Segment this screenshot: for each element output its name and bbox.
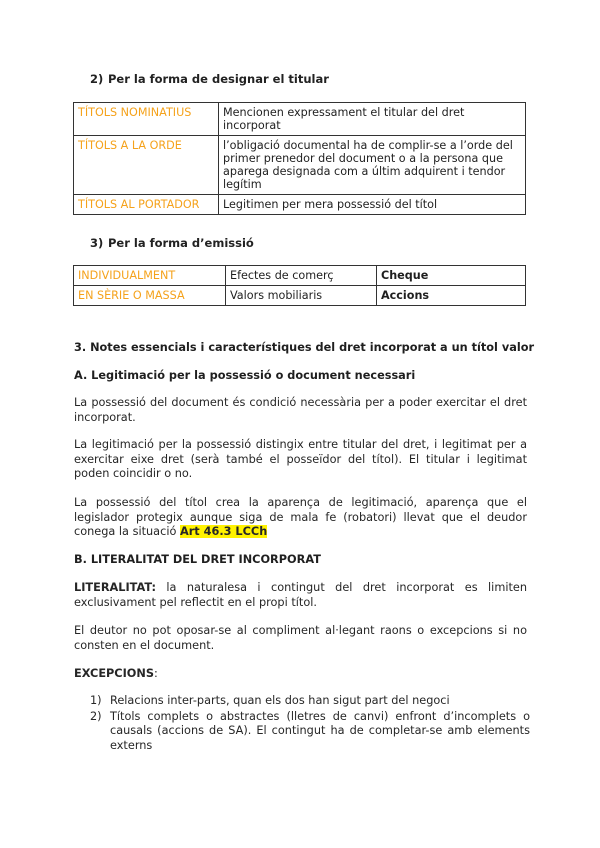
paragraph-a3	[74, 496, 527, 540]
list-item	[90, 710, 530, 754]
table-row	[74, 286, 526, 306]
heading-number: 3)	[90, 236, 104, 250]
exceptions-heading	[74, 667, 527, 682]
table-row	[74, 103, 526, 136]
section-heading-2	[90, 72, 329, 86]
heading-text: Per la forma d’emissió	[108, 236, 254, 250]
table-cell-label: INDIVIDUALMENT	[74, 266, 226, 286]
table-cell-example: Cheque	[377, 266, 526, 286]
table-cell-label: TÍTOLS NOMINATIUS	[74, 103, 219, 136]
heading-number: 2)	[90, 72, 104, 86]
table-cell-description: Valors mobiliaris	[226, 286, 377, 306]
table-cell-label: EN SÈRIE O MASSA	[74, 286, 226, 306]
table-cell-description: Efectes de comerç	[226, 266, 377, 286]
subsection-a-title: A. Legitimació per la possessió o document necessari	[74, 369, 416, 382]
table-row	[74, 136, 526, 195]
paragraph-b1	[74, 581, 527, 610]
subsection-b-title: B. LITERALITAT DEL DRET INCORPORAT	[74, 553, 321, 566]
paragraph-b2: El deutor no pot oposar-se al compliment al·legant raons o excepcions si no consten en el document.	[74, 624, 527, 652]
list-item-number: 1)	[90, 694, 102, 707]
literalitat-label: LITERALITAT:	[74, 581, 156, 594]
list-item	[90, 694, 530, 709]
paragraph-b1-text: la naturalesa i contingut del dret incorporat es limiten exclusivament pel reflectit en el propi títol.	[74, 581, 527, 609]
list-item-number: 2)	[90, 709, 102, 723]
legal-reference-highlight: Art 46.3 LCCh	[179, 525, 268, 538]
heading-text: Per la forma de designar el titular	[108, 72, 329, 86]
exceptions-list	[90, 694, 530, 754]
emission-table	[73, 265, 526, 306]
list-item-text: Relacions inter-parts, quan els dos han sigut part del negoci	[110, 694, 450, 707]
table-cell-description: Legitimen per mera possessió del títol	[219, 195, 526, 215]
paragraph-a2: La legitimació per la possessió distingix entre titular del dret, i legitimat per a exercitar eixe dret (serà també el posseïdor del títol). El titular i legitimat poden coincidir o no.	[74, 438, 527, 480]
table-cell-description: l’obligació documental ha de complir-se a l’orde del primer prenedor del document o a la persona que aparega designada com a últim adquirent i tendor legítim	[219, 136, 526, 195]
table-cell-example: Accions	[377, 286, 526, 306]
paragraph-a3-text: La possessió del títol crea la aparença de legitimació, aparença que el legislador protegix aunque siga de mala fe (robatori) llevat que el deudor conega la situació	[74, 496, 527, 538]
table-row	[74, 195, 526, 215]
table-row	[74, 266, 526, 286]
section-title: 3. Notes essencials i característiques del dret incorporat a un títol valor	[74, 341, 535, 354]
list-item-text: Títols complets o abstractes (lletres de canvi) enfront d’incomplets o causals (accions de SA). El contingut ha de completar-se amb elements externs	[110, 709, 530, 752]
table-cell-description: Mencionen expressament el titular del dret incorporat	[219, 103, 526, 136]
section-heading-3	[90, 236, 254, 250]
exceptions-colon: :	[154, 667, 158, 680]
table-cell-label: TÍTOLS A LA ORDE	[74, 136, 219, 195]
table-cell-label: TÍTOLS AL PORTADOR	[74, 195, 219, 215]
exceptions-label: EXCEPCIONS	[74, 667, 154, 680]
designation-table	[73, 102, 526, 215]
paragraph-a1: La possessió del document és condició necessària per a poder exercitar el dret incorporat.	[74, 396, 527, 424]
